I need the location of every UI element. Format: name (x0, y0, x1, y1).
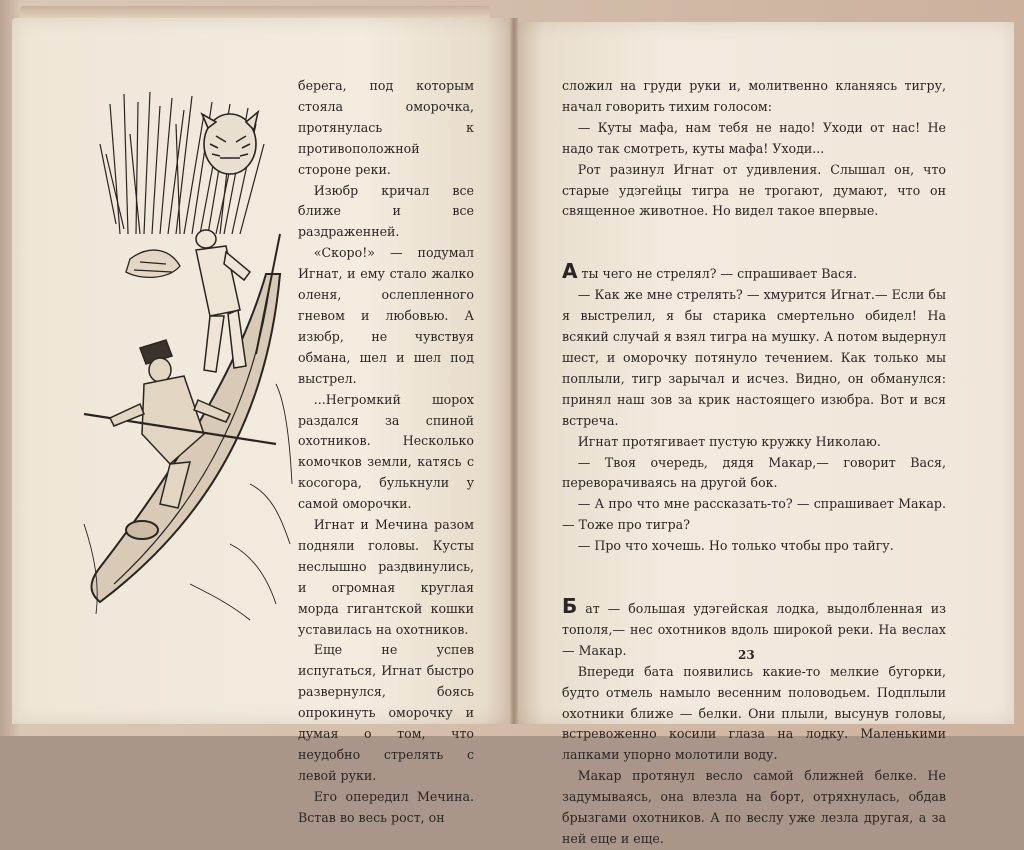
paragraph: Его опередил Мечина. Встав во весь рост, он (298, 788, 474, 825)
dropcap-letter: Б (562, 594, 578, 619)
left-text-column (298, 76, 474, 829)
paragraph: Еще не успев испугаться, Игнат быстро развернулся, боясь опрокинуть оморочку и думая о том, что неудобно стрелять с левой руки. (298, 642, 474, 783)
paragraph: — Твоя очередь, дядя Макар,— говорит Вася, переворачиваясь на другой бок. (562, 454, 946, 491)
dropcap-letter: А (562, 259, 578, 284)
page-number: 23 (738, 648, 755, 662)
right-text-column (562, 76, 946, 850)
paragraph: Игнат протягивает пустую кружку Николаю. (577, 433, 881, 449)
paragraph: Рот разинул Игнат от удивления. Слышал он, что старые удэгейцы тигра не трогают, думают, что он священное животное. Но видел такое впервые. (562, 161, 946, 219)
section-gap (562, 222, 946, 264)
paragraph: берега, под которым стояла оморочка, протянулась к противоположной стороне реки. (298, 78, 474, 177)
paragraph: — А про что мне рассказать-то? — спрашивает Макар.— Тоже про тигра? (562, 496, 946, 533)
right-text-block-2 (562, 285, 946, 557)
right-text-block-3 (562, 662, 946, 850)
paragraph: Макар протянул весло самой ближней белке. Не задумываясь, она влезла на борт, отряхнулась, обдав брызгами охотников. А по веслу уже лезла другая, а за ней еще и еще. (562, 768, 946, 846)
riverbank-drawing (126, 250, 180, 277)
paragraph: Изюбр кричал все ближе и все раздраженней. (298, 182, 474, 240)
paragraph: — Про что хочешь. Но только чтобы про тайгу. (577, 538, 894, 554)
book-gutter (510, 18, 518, 724)
dropcap-paragraph (562, 259, 946, 285)
paragraph: ...Негромкий шорох раздался за спиной охотников. Несколько комочков земли, катясь с косогора, булькнули у самой оморочки. (298, 391, 474, 512)
tiger-head-drawing (202, 112, 258, 174)
paragraph: Впереди бата появились какие-то мелкие бугорки, будто отмель намыло весенним половодьем. Подплыли охотники ближе — белки. Они плыли, высунув головы, встревоженно косили глаза на лодку. Маленькими лапками упорно молотили воду. (562, 663, 946, 763)
paragraph: сложил на груди руки и, молитвенно кланяясь тигру, начал говорить тихим голосом: (562, 78, 946, 114)
right-text-block-1 (562, 76, 946, 222)
boat-tiger-illustration (80, 84, 296, 624)
paragraph: — Как же мне стрелять? — хмурится Игнат.— Если бы я выстрелил, я бы старика смертельно обидел! На всякий случай я взял тигра на мушку. А потом выдернул шест, и оморочку потянуло течением. Как только мы поплыли, тигр зарычал и исчез. Видно, он обманулся: принял наш зов за крик настоящего изюбра. Вот и вся встреча. (562, 287, 946, 428)
dropcap-paragraph-text: ат — большая удэгейская лодка, выдолбленная из тополя,— нес охотников вдоль широкой реки. На веслах — Макар. (562, 601, 946, 658)
paragraph: Игнат и Мечина разом подняли головы. Кусты неслышно раздвинулись, и огромная круглая морда гигантской кошки уставилась на охотников. (298, 517, 474, 637)
dropcap-paragraph-text: ты чего не стрелял? — спрашивает Вася. (581, 266, 858, 282)
section-gap (562, 557, 946, 599)
paragraph: «Скоро!» — подумал Игнат, и ему стало жалко оленя, ослепленного гневом и любовью. А изюбр, не чувствуя обмана, шел и шел под выстрел. (298, 245, 474, 386)
paragraph: — Куты мафа, нам тебя не надо! Уходи от нас! Не надо так смотреть, куты мафа! Уходи... (562, 119, 946, 156)
